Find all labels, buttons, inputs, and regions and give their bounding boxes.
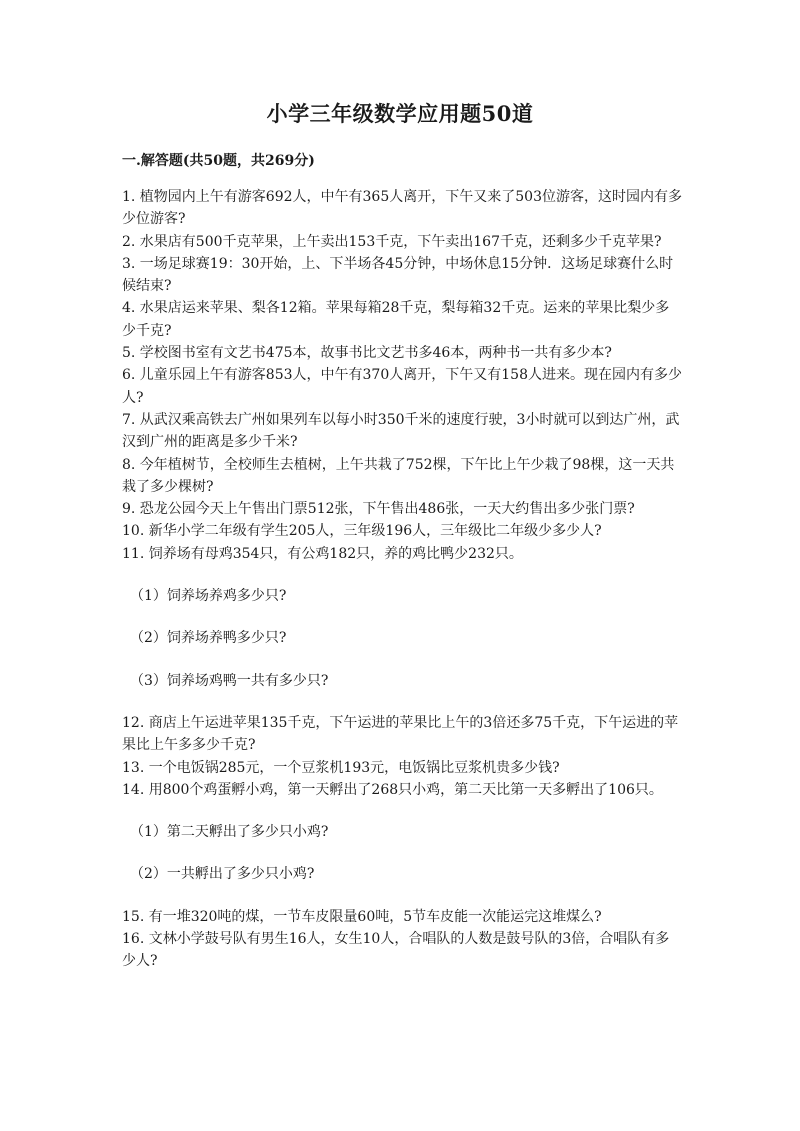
question-11-sub-1: （1）饲养场养鸡多少只? [130,588,287,605]
question-6: 6. 儿童乐园上午有游客853人，中午有370人离开，下午又有158人进来。现在园内有多少人? [122,367,682,406]
question-12: 12. 商店上午运进苹果135千克，下午运进的苹果比上午的3倍还多75千克，下午运进的苹果比上午多多少千克? [122,714,679,754]
question-4: 4. 水果店运来苹果、梨各12箱。苹果每箱28千克，梨每箱32千克。运来的苹果比梨少多少千克? [122,300,670,339]
question-7: 7. 从武汉乘高铁去广州如果列车以每小时350千米的速度行驶，3小时就可以到达广州，武汉到广州的距离是多少千米? [122,411,680,451]
question-14-sub-1: （1）第二天孵出了多少只小鸡? [130,824,329,841]
question-1: 1. 植物园内上午有游客692人，中午有365人离开，下午又来了503位游客，这时园内有多少位游客? [122,189,682,228]
question-16: 16. 文林小学鼓号队有男生16人，女生10人，合唱队的人数是鼓号队的3倍，合唱队有多少人? [122,931,670,970]
section-heading: 一.解答题(共50题，共269分) [122,153,315,169]
question-3: 3. 一场足球赛19：30开始，上、下半场各45分钟，中场休息15分钟．这场足球赛什么时候结束? [122,255,674,295]
question-2: 2. 水果店有500千克苹果，上午卖出153千克，下午卖出167千克，还剩多少千克苹果? [122,233,662,250]
question-9: 9. 恐龙公园今天上午售出门票512张，下午售出486张，一天大约售出多少张门票? [122,501,635,518]
question-14-sub-2: （2）一共孵出了多少只小鸡? [130,866,315,883]
question-13: 13. 一个电饭锅285元，一个豆浆机193元，电饭锅比豆浆机贵多少钱? [122,759,560,776]
page-title: 小学三年级数学应用题50道 [266,101,534,126]
question-5: 5. 学校图书室有文艺书475本，故事书比文艺书多46本，两种书一共有多少本? [122,345,612,362]
question-11-sub-2: （2）饲养场养鸭多少只? [130,630,287,647]
question-10: 10. 新华小学二年级有学生205人，三年级196人，三年级比二年级少多少人? [122,523,602,540]
question-8: 8. 今年植树节，全校师生去植树，上午共栽了752棵，下午比上午少栽了98棵，这一天共栽了多少棵树? [122,456,675,495]
question-14: 14. 用800个鸡蛋孵小鸡，第一天孵出了268只小鸡，第二天比第一天多孵出了106只。 [122,781,663,798]
question-list [122,186,682,973]
question-15: 15. 有一堆320吨的煤，一节车皮限量60吨，5节车皮能一次能运完这堆煤么? [122,908,602,925]
question-11-sub-3: （3）饲养场鸡鸭一共有多少只? [130,672,329,689]
question-11: 11. 饲养场有母鸡354只，有公鸡182只，养的鸡比鸭少232只。 [122,545,523,562]
